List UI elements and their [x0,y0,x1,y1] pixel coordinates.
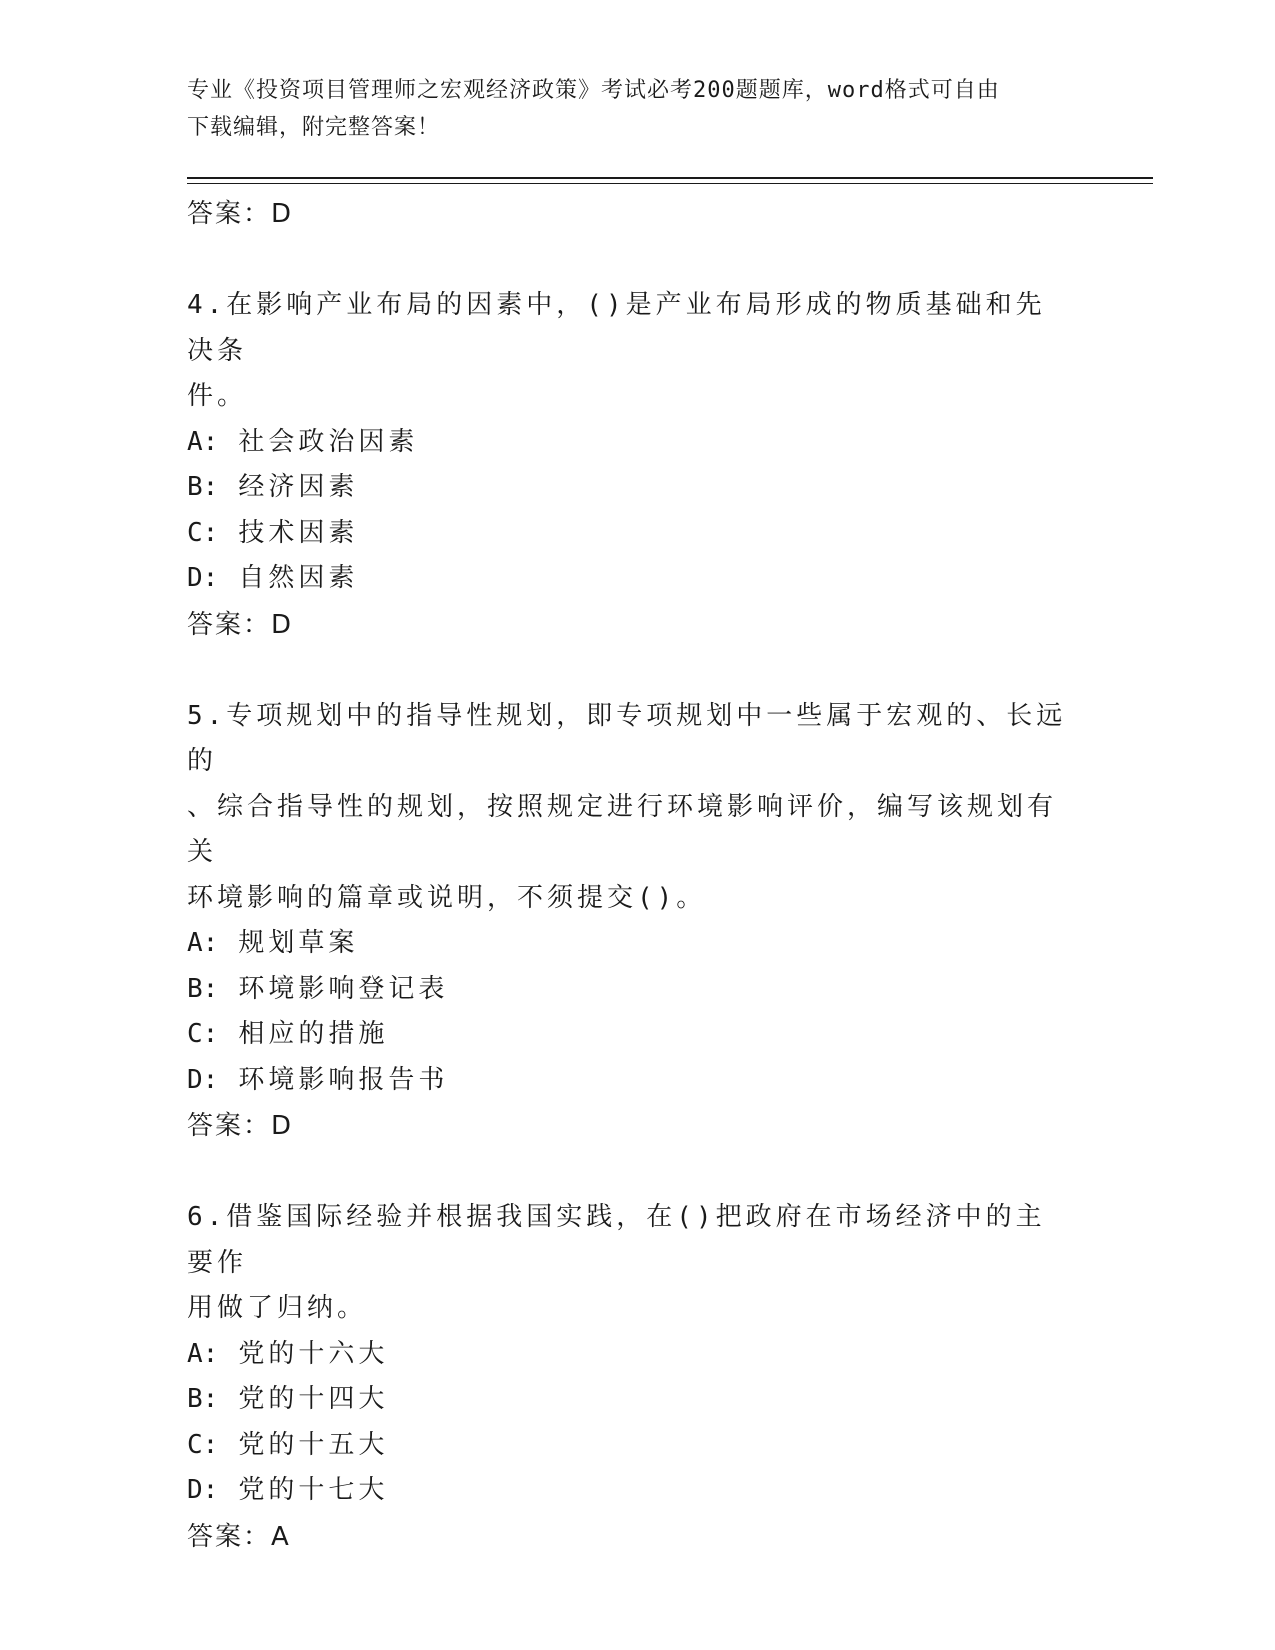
stem-line: 环境影响的篇章或说明，不须提交()。 [187,882,707,913]
option-text: 党的十七大 [238,1475,389,1505]
question-4 [187,283,1067,648]
option-d [187,556,1067,602]
option-text: 经济因素 [238,472,359,502]
option-label: B: [187,1384,219,1414]
option-text: 党的十五大 [238,1429,389,1460]
answer-line: 答案：D [187,199,294,229]
question-6 [187,1195,1067,1560]
option-label: D: [187,1064,219,1095]
header-divider-thin [187,183,1153,184]
stem-line: 5.专项规划中的指导性规划，即专项规划中一些属于宏观的、长远的 [187,700,1067,776]
question-stem [187,1195,1067,1332]
stem-line: 、综合指导性的规划，按照规定进行环境影响评价，编写该规划有关 [187,791,1058,867]
option-text: 相应的措施 [238,1019,389,1049]
option-label: A: [187,928,219,958]
stem-line: 用做了归纳。 [187,1293,368,1323]
option-c [187,511,1067,557]
option-a [187,1332,1067,1378]
question-list [187,191,1067,1560]
option-b [187,1377,1067,1423]
option-text: 环境影响报告书 [238,1064,449,1095]
option-d [187,1058,1067,1104]
option-a [187,420,1067,466]
option-label: C: [187,1429,219,1460]
header-line-2: 下载编辑，附完整答案！ [187,115,441,140]
answer-line: 答案：D [187,1111,294,1141]
option-b [187,465,1067,511]
option-label: C: [187,517,219,548]
option-text: 党的十四大 [238,1384,389,1414]
option-label: A: [187,426,219,457]
option-text: 环境影响登记表 [238,973,449,1004]
option-text: 技术因素 [238,517,359,548]
option-text: 党的十六大 [238,1338,389,1369]
option-a [187,921,1067,967]
option-label: D: [187,1475,219,1505]
stem-line: 4.在影响产业布局的因素中，()是产业布局形成的物质基础和先决条 [187,290,1046,366]
option-label: D: [187,563,219,593]
option-label: C: [187,1019,219,1049]
option-c [187,1423,1067,1469]
option-d [187,1468,1067,1514]
question-stem [187,694,1067,922]
document-header [187,72,1067,146]
question-5 [187,694,1067,1150]
option-label: B: [187,973,219,1004]
stem-line: 6.借鉴国际经验并根据我国实践，在()把政府在市场经济中的主要作 [187,1202,1046,1278]
option-label: B: [187,472,219,502]
option-text: 规划草案 [238,928,359,958]
option-text: 自然因素 [238,563,359,593]
option-b [187,967,1067,1013]
option-c [187,1012,1067,1058]
answer-line: 答案：A [187,1521,291,1552]
header-divider-thick [187,177,1153,179]
header-line-1: 专业《投资项目管理师之宏观经济政策》考试必考200题题库，word格式可自由 [187,78,1000,103]
answer-line: 答案：D [187,609,294,640]
question-stem [187,283,1067,420]
stem-line: 件。 [187,381,248,411]
option-label: A: [187,1338,219,1369]
option-text: 社会政治因素 [238,426,419,457]
